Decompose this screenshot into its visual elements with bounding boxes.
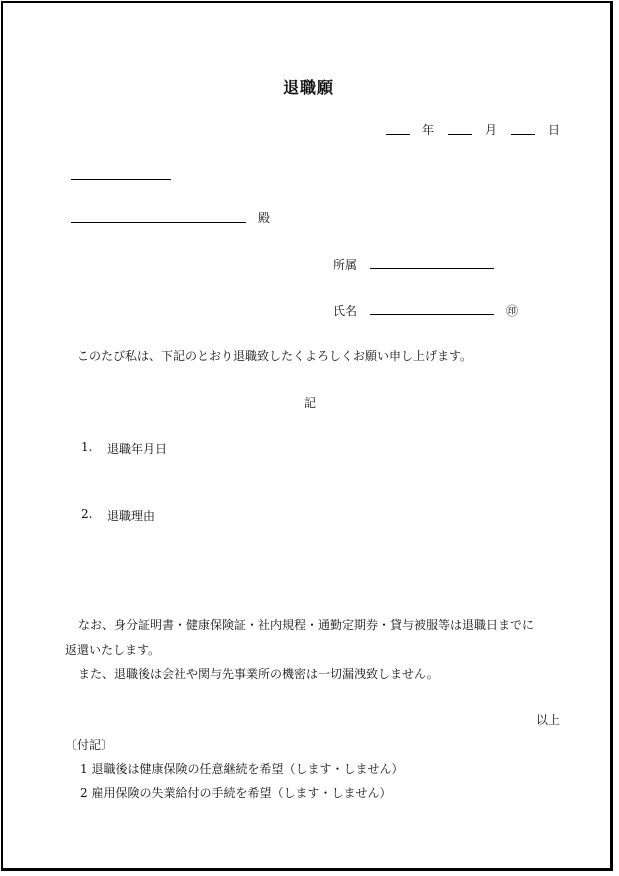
name-label: 氏名 <box>333 304 358 318</box>
item-2-number: 2. <box>81 507 93 521</box>
ki-heading: 記 <box>304 396 317 410</box>
note-line-3: また、退職後は会社や関与先事業所の機密は一切漏洩致しません。 <box>78 667 439 681</box>
item-2-label: 退職理由 <box>107 509 156 523</box>
intro-text: このたび私は、下記のとおり退職致したくよろしくお願い申し上げます。 <box>77 349 473 363</box>
day-blank[interactable] <box>511 134 535 135</box>
honorific: 殿 <box>258 211 271 225</box>
addressee-name-blank[interactable] <box>71 222 246 223</box>
company-name-blank[interactable] <box>71 179 171 180</box>
item-1-label: 退職年月日 <box>107 442 168 456</box>
item-1-number: 1. <box>81 440 93 454</box>
affiliation-label: 所属 <box>333 258 358 272</box>
seal-mark: ㊞ <box>506 304 519 318</box>
appendix-item-1: 1 退職後は健康保険の任意継続を希望（します・しません） <box>80 762 404 776</box>
name-blank[interactable] <box>370 314 494 315</box>
year-label: 年 <box>422 123 435 137</box>
appendix-heading: 〔付記〕 <box>65 738 114 752</box>
month-blank[interactable] <box>448 134 472 135</box>
document-title: 退職願 <box>283 78 335 97</box>
note-line-2: 返還いたします。 <box>65 643 161 657</box>
closing: 以上 <box>536 713 561 727</box>
note-line-1: なお、身分証明書・健康保険証・社内規程・通勤定期券・貸与被服等は退職日までに <box>78 618 535 632</box>
month-label: 月 <box>485 123 498 137</box>
appendix-item-2: 2 雇用保険の失業給付の手続を希望（します・しません） <box>80 786 392 800</box>
year-blank[interactable] <box>386 134 410 135</box>
day-label: 日 <box>548 123 561 137</box>
affiliation-blank[interactable] <box>370 268 494 269</box>
